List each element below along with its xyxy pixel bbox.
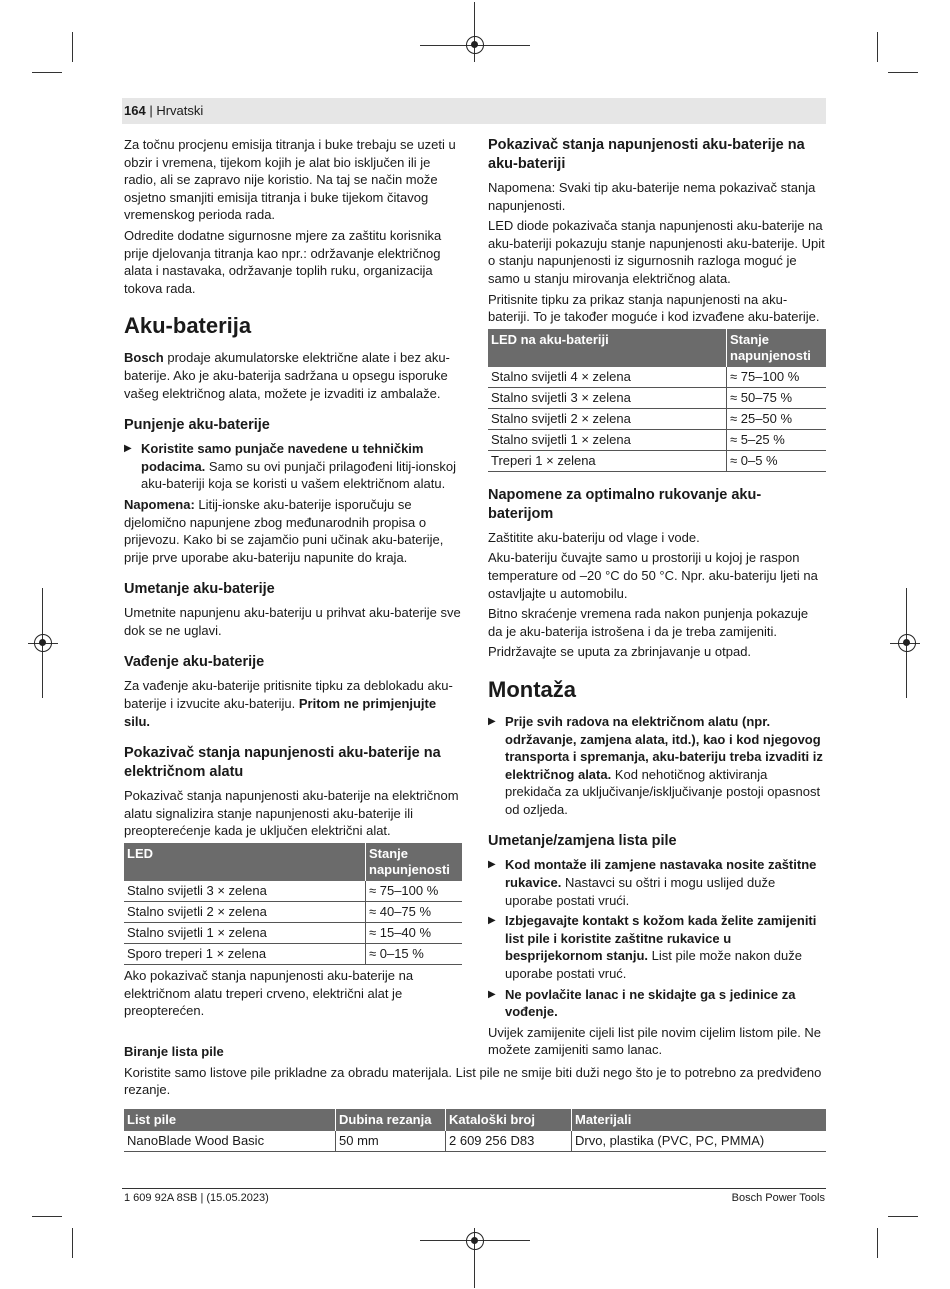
final-paragraph: Uvijek zamijenite cijeli list pile novim cijelim listom pile. Ne možete zamijeniti samo lanac. (488, 1024, 822, 1058)
table-row (124, 881, 462, 902)
warning-bold: Izbjegavajte kontakt s kožom kada želite zamijeniti list pile i koristite zaštitne rukavice u besprijekornom stanju. (505, 913, 817, 964)
table-cell: Sporo treperi 1 × zelena (124, 944, 366, 965)
table-header-cell: Materijali (572, 1109, 827, 1131)
warning-text: Nastavci su oštri i mogu uslijed duže uporabe postati vrući. (505, 875, 776, 908)
table-cell: NanoBlade Wood Basic (124, 1131, 336, 1152)
vadjenje-paragraph (124, 677, 462, 730)
warning-text: List pile može nakon duže uporabe postati vruć. (505, 948, 802, 982)
page-number: 164 (124, 103, 146, 118)
table-cell: Stalno svijetli 2 × zelena (124, 902, 366, 923)
heading-pokazivac-alat: Pokazivač stanja napunjenosti aku-baterije na električnom alatu (124, 745, 441, 781)
table-row (488, 429, 826, 450)
table-header-cell: LED na aku-bateriji (488, 329, 727, 367)
table-cell: ≈ 75–100 % (727, 367, 827, 388)
crop-mark (32, 1216, 62, 1217)
table-cell: Stalno svijetli 4 × zelena (488, 367, 727, 388)
footer-divider (122, 1188, 826, 1189)
page-header-text: 164 | Hrvatski (124, 103, 204, 118)
umetanje-paragraph: Umetnite napunjenu aku-bateriju u prihvat aku-baterije sve dok se ne uglavi. (124, 605, 461, 638)
table-row (124, 902, 462, 923)
charge-table-tool (124, 843, 462, 965)
napomene-paragraph: Bitno skraćenje vremena rada nakon punjenja pokazuje da je aku-baterija istrošena i da je treba zamijeniti. (488, 606, 809, 639)
vadjenje-text: Za vađenje aku-baterije pritisnite tipku za deblokadu aku-baterije i izvucite aku-bateriju. (124, 678, 453, 712)
table-header-cell: LED (124, 843, 366, 881)
page-header (122, 98, 826, 124)
warning-bullet (488, 856, 826, 909)
napomene-paragraph: Aku-bateriju čuvajte samo u prostoriji u kojoj je raspon temperature od –20 °C do 50 °C. Npr. aku-bateriju ljeti na ostavljajte u automobilu. (488, 550, 818, 601)
table-row (488, 367, 826, 388)
bottom-section (124, 1043, 826, 1154)
intro-paragraph: Za točnu procjenu emisija titranja i buke trebaju se uzeti u obzir i vremena, tijekom kojih je alat bio isključen ili je radio, ali se zapravo nije koristio. Na taj se način može osjetno smanjiti emisija titranja i buke tijekom čitavog vremenskog perioda rada. (124, 137, 456, 223)
footer-brand: Bosch Power Tools (731, 1192, 825, 1204)
table-cell: ≈ 5–25 % (727, 429, 827, 450)
pokazivac-alat-paragraph: Pokazivač stanja napunjenosti aku-baterije na električnom alatu signalizira stanje napunjenosti aku-baterije ili preopterećenje kada je uključen električni alat. (124, 788, 459, 839)
table-row (124, 1131, 826, 1152)
table-cell: ≈ 25–50 % (727, 408, 827, 429)
table-cell: ≈ 50–75 % (727, 387, 827, 408)
heading-umetanje: Umetanje aku-baterije (124, 581, 275, 598)
table-cell: Stalno svijetli 3 × zelena (124, 881, 366, 902)
table-header-cell: Stanje napunjenosti (366, 843, 463, 881)
warning-text: Samo su ovi punjači prilagođeni litij-ionskoj aku-bateriji koja se koristi u vašem električnom alatu. (141, 458, 457, 492)
pokazivac-baterija-paragraph: Pritisnite tipku za prikaz stanja napunjenosti na aku-bateriji. To je također moguće i kod izvađene aku-baterije. (488, 291, 820, 325)
napomene-paragraph: Zaštitite aku-bateriju od vlage i vode. (488, 529, 700, 545)
warning-bold: Prije svih radova na električnom alatu (npr. održavanje, zamjena alata, itd.), kao i kod njegovog transporta i spremanja, aku-bateriju treba izvaditi iz električnog alata. (505, 713, 823, 782)
table-cell: ≈ 0–5 % (727, 450, 827, 471)
warning-bold: Ne povlačite lanac i ne skidajte ga s jedinice za vođenje. (505, 986, 796, 1020)
after-table-paragraph: Ako pokazivač stanja napunjenosti aku-baterije na električnom alatu treperi crveno, električni alat je preopterećen. (124, 968, 414, 1019)
table-cell: Stalno svijetli 1 × zelena (124, 923, 366, 944)
table-row (124, 923, 462, 944)
registration-mark-icon (466, 1232, 484, 1250)
crop-mark (888, 1216, 918, 1217)
table-header-cell: Dubina rezanja (336, 1109, 446, 1131)
table-row (488, 387, 826, 408)
heading-napomene: Napomene za optimalno rukovanje aku-baterijom (488, 486, 762, 522)
table-cell: Treperi 1 × zelena (488, 450, 727, 471)
table-row (488, 450, 826, 471)
table-header-row (124, 843, 462, 881)
section-title-montaza: Montaža (488, 676, 576, 702)
brand-name: Bosch (124, 350, 164, 366)
table-cell: Stalno svijetli 2 × zelena (488, 408, 727, 429)
biranje-paragraph: Koristite samo listove pile prikladne za obradu materijala. List pile ne smije biti duži nego što je to potrebno za predviđeno rezanje. (124, 1064, 822, 1098)
vadjenje-bold: Pritom ne primjenjujte silu. (124, 696, 437, 729)
registration-mark-icon (898, 634, 916, 652)
table-header-row (124, 1109, 826, 1131)
left-column (124, 136, 462, 1023)
table-cell: Drvo, plastika (PVC, PC, PMMA) (572, 1131, 827, 1152)
heading-punjenje: Punjenje aku-baterije (124, 417, 270, 434)
section-title-aku-baterija: Aku-baterija (124, 313, 252, 339)
table-cell: Stalno svijetli 1 × zelena (488, 429, 727, 450)
heading-biranje: Biranje lista pile (124, 1044, 224, 1059)
table-cell: ≈ 0–15 % (366, 944, 463, 965)
warning-bullet (488, 713, 826, 819)
intro-paragraph: Odredite dodatne sigurnosne mjere za zaštitu korisnika prije djelovanja titranja kao npr.: održavanje električnog alata i nastavaka, održavanje toplih ruku, organizacija tokova rada. (124, 227, 442, 296)
table-cell: ≈ 75–100 % (366, 881, 463, 902)
warning-bold: Koristite samo punjače navedene u tehničkim podacima. (141, 441, 424, 474)
table-header-cell: Kataloški broj (446, 1109, 572, 1131)
table-cell: ≈ 40–75 % (366, 902, 463, 923)
note-paragraph (124, 496, 462, 566)
table-row (488, 408, 826, 429)
warning-bullet (124, 440, 462, 493)
crop-mark (72, 1228, 73, 1258)
table-header-cell: Stanje napunjenosti (727, 329, 827, 367)
heading-umetanje-lista: Umetanje/zamjena lista pile (488, 833, 677, 850)
right-column (488, 122, 826, 1062)
crop-mark (32, 72, 62, 73)
note-label: Napomena: (124, 496, 195, 512)
charge-table-battery (488, 329, 826, 472)
table-header-cell: List pile (124, 1109, 336, 1131)
footer-document-id: 1 609 92A 8SB | (15.05.2023) (124, 1192, 269, 1204)
registration-mark-icon (34, 634, 52, 652)
table-row (124, 944, 462, 965)
warning-text: Kod nehotičnog aktiviranja prekidača za uključivanje/isključivanje postoji opasnost od ozljeda. (505, 766, 821, 817)
table-cell: 2 609 256 D83 (446, 1131, 572, 1152)
aku-text: prodaje akumulatorske električne alate i bez aku-baterije. Ako je aku-baterija sadržana u opsegu isporuke vašeg električnog alata, možete je izvaditi iz ambalaže. (124, 350, 450, 401)
table-cell: Stalno svijetli 3 × zelena (488, 387, 727, 408)
napomene-paragraph: Pridržavajte se uputa za zbrinjavanje u otpad. (488, 644, 752, 660)
warning-bold: Kod montaže ili zamjene nastavaka nosite zaštitne rukavice. (505, 857, 817, 891)
aku-paragraph (124, 349, 462, 402)
saw-blade-table (124, 1109, 826, 1152)
table-cell: 50 mm (336, 1131, 446, 1152)
warning-bullet (488, 986, 826, 1021)
heading-pokazivac-baterija: Pokazivač stanja napunjenosti aku-baterije na aku-bateriji (488, 137, 805, 172)
table-header-row (488, 329, 826, 367)
registration-mark-icon (466, 36, 484, 54)
note-text: Litij-ionske aku-baterije isporučuju se djelomično napunjene zbog međunarodnih propisa o prijevozu. Kako bi se zajamčio puni učinak aku-baterije, prije prve uporabe aku-bateriju napunite do kraja. (124, 496, 444, 565)
table-cell: ≈ 15–40 % (366, 923, 463, 944)
page-language: Hrvatski (156, 103, 204, 118)
pokazivac-baterija-paragraph: Napomena: Svaki tip aku-baterije nema pokazivač stanja napunjenosti. (488, 180, 816, 213)
heading-vadjenje: Vađenje aku-baterije (124, 654, 265, 671)
crop-mark (877, 1228, 878, 1258)
warning-bullet (488, 912, 826, 982)
crop-mark (877, 32, 878, 62)
crop-mark (72, 32, 73, 62)
crop-mark (888, 72, 918, 73)
pokazivac-baterija-paragraph: LED diode pokazivača stanja napunjenosti aku-baterije na aku-bateriji pokazuju stanje napunjenosti aku-baterije. Upit o stanju napunjenosti iz sigurnosnih razloga moguć je samo u stanju mirovanja električnog alata. (488, 218, 825, 286)
